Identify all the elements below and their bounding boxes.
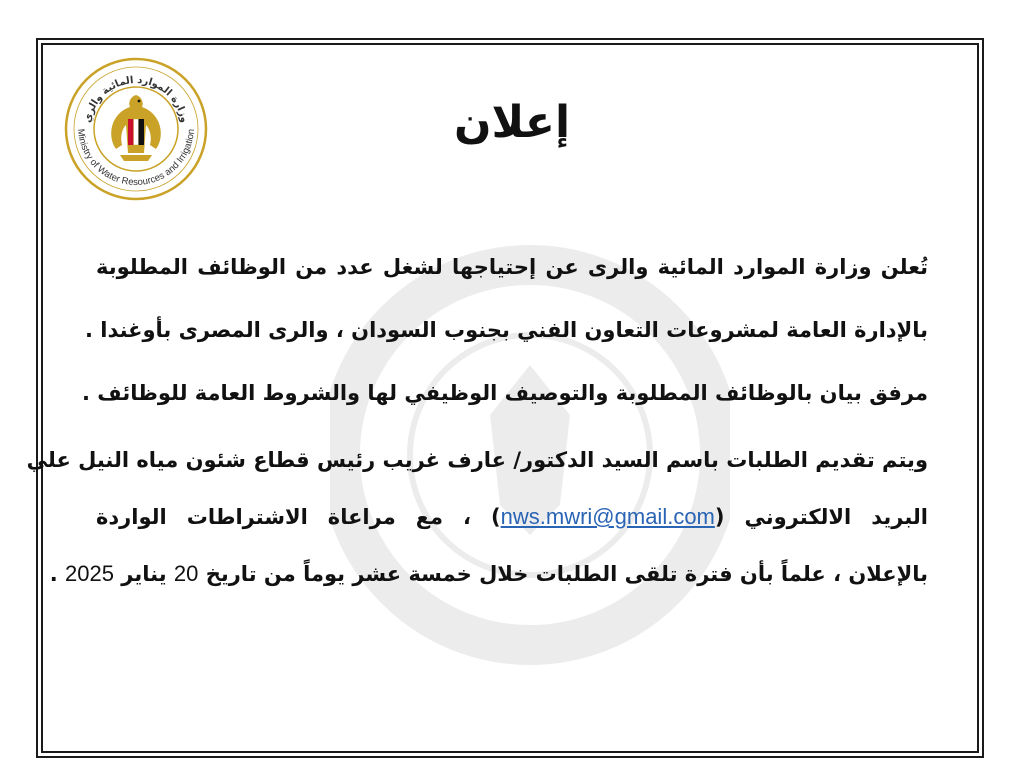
line5-text-before: البريد الالكتروني ( <box>714 505 928 529</box>
email-link[interactable]: nws.mwri@gmail.com <box>500 504 715 529</box>
line6-text-b: يناير <box>113 562 174 586</box>
paragraph-line-2: بالإدارة العامة لمشروعات التعاون الفني بجنوب السودان ، والرى المصرى بأوغندا . <box>84 318 928 342</box>
paragraph-line-5 <box>96 504 928 530</box>
line6-text-a: بالإعلان ، علماً بأن فترة تلقى الطلبات خلال خمسة عشر يوماً من تاريخ <box>198 562 928 586</box>
announcement-title: إعلان <box>453 97 571 148</box>
paragraph-line-6 <box>49 561 928 587</box>
svg-text:وزارة الموارد المائية والري: وزارة الموارد المائية والري <box>82 74 190 124</box>
paragraph-line-4: ويتم تقديم الطلبات باسم السيد الدكتور/ عارف غريب رئيس قطاع شئون مياه النيل علي <box>26 448 928 472</box>
date-year: 2025 <box>65 561 114 586</box>
paragraph-line-1: تُعلن وزارة الموارد المائية والرى عن إحتياجها لشغل عدد من الوظائف المطلوبة <box>96 255 928 279</box>
paragraph-line-3: مرفق بيان بالوظائف المطلوبة والتوصيف الوظيفي لها والشروط العامة للوظائف . <box>82 381 928 405</box>
svg-text:Ministry of Water Resources an: Ministry of Water Resources and Irrigation <box>74 128 198 189</box>
date-day: 20 <box>173 561 199 586</box>
line6-text-c: . <box>49 562 66 586</box>
line5-text-after: ) ، مع مراعاة الاشتراطات الواردة <box>96 505 501 529</box>
